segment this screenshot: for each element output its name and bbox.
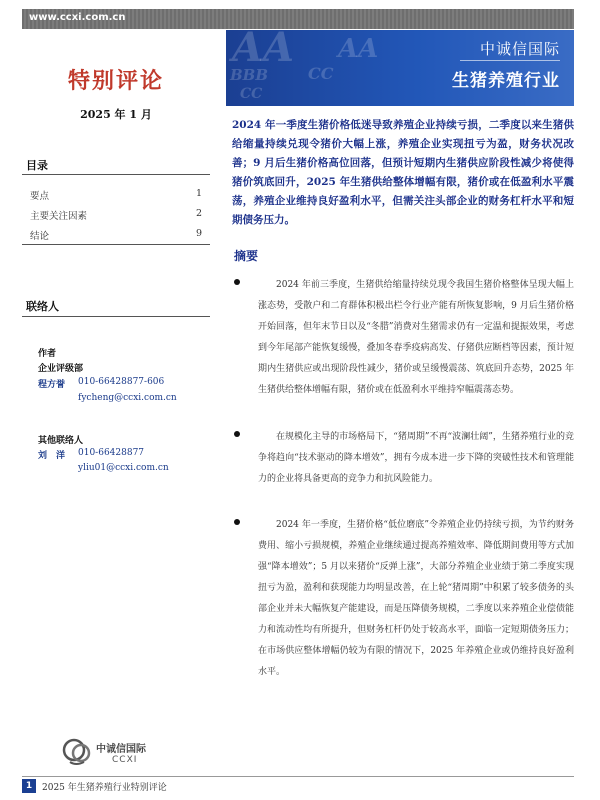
bullet-text: 2024 年前三季度，生猪供给缩量持续兑现令我国生猪价格整体呈现大幅上涨态势，受散户和二育群体积极出栏令行业产能有所恢复影响，9 月后生猪价格开始回落，但年末节日以及“冬腊”消费对生猪需求仍有一定温和提振效果，考虑到今年尾部产能恢复缓慢，叠加冬春季疫病高发、仔猪供应断档等因素，预计短期内生猪供应或出现阶段性减少，猪价或呈缓慢震荡、筑底回升态势，2025 年生猪供给整体增幅有限，猪价或在低盈利水平维持窄幅震荡态势。 bbox=[258, 280, 574, 395]
report-date: 2025 年 1 月 bbox=[80, 108, 152, 121]
toc-item-page: 9 bbox=[195, 228, 202, 239]
other-contact-label: 其他联络人 bbox=[38, 436, 84, 446]
author-label: 作者 bbox=[38, 349, 57, 359]
toc-item-page: 2 bbox=[195, 208, 202, 219]
toc-divider bbox=[22, 174, 210, 175]
site-url[interactable]: www.ccxi.com.cn bbox=[29, 12, 126, 23]
toc-item-label: 主要关注因素 bbox=[30, 211, 88, 222]
abstract-title: 摘要 bbox=[234, 249, 259, 263]
ccxi-logo-icon bbox=[62, 738, 92, 766]
footer-title: 2025 年生猪养殖行业特别评论 bbox=[42, 783, 167, 793]
footer-divider bbox=[22, 776, 574, 777]
abstract-bullet bbox=[234, 275, 574, 401]
report-type: 特别评论 bbox=[67, 69, 164, 94]
banner-deco-text: AA bbox=[338, 34, 379, 64]
toc-item-page: 1 bbox=[195, 188, 202, 199]
other-contact-phone: 010-66428877 bbox=[78, 448, 145, 458]
banner-org: 中诚信国际 bbox=[479, 40, 560, 58]
banner-deco-text: BBB bbox=[230, 66, 269, 84]
bullet-icon bbox=[234, 279, 240, 285]
other-contact-email[interactable]: yliu01@ccxi.com.cn bbox=[78, 463, 169, 473]
logo-cn: 中诚信国际 bbox=[96, 744, 146, 755]
other-contact-name: 刘 洋 bbox=[38, 451, 66, 461]
header-banner bbox=[226, 30, 574, 106]
ccxi-logo bbox=[62, 736, 182, 772]
logo-en: CCXI bbox=[112, 755, 138, 765]
contacts-divider bbox=[22, 316, 210, 317]
key-summary: 2024 年一季度生猪价格低迷导致养殖企业持续亏损，二季度以来生猪供给缩量持续兑现令猪价大幅上涨，养殖企业实现扭亏为盈，财务状况改善；9 月后生猪价格高位回落，但预计短期内生猪供应阶段性减少将使得猪价筑底回升，2025 年生猪供给整体增幅有限，猪价或在低盈利水平震荡，养殖企业维持良好盈利水平，但需关注头部企业的财务杠杆水平和短期债务压力。 bbox=[232, 119, 574, 226]
author-phone: 010-66428877-606 bbox=[78, 377, 165, 387]
banner-deco-text: AA bbox=[232, 30, 295, 71]
header-bar bbox=[22, 9, 574, 29]
banner-deco-text: CC bbox=[308, 64, 334, 83]
banner-industry: 生猪养殖行业 bbox=[452, 71, 560, 91]
toc-item-label: 要点 bbox=[30, 191, 50, 202]
author-email[interactable]: fycheng@ccxi.com.cn bbox=[78, 393, 177, 403]
banner-deco-text: CC bbox=[240, 86, 263, 102]
contacts-title: 联络人 bbox=[26, 300, 59, 313]
toc-item[interactable] bbox=[30, 208, 202, 222]
toc-divider bbox=[22, 244, 210, 245]
bullet-text: 在规模化主导的市场格局下，“猪周期”不再“波澜壮阔”，生猪养殖行业的竞争将趋向“技术驱动的降本增效”，拥有今成本进一步下降的突破性技术和管理能力的企业将具备更高的竞争力和抗风险能力。 bbox=[258, 432, 574, 484]
toc-item-label: 结论 bbox=[30, 231, 50, 242]
department: 企业评级部 bbox=[38, 364, 84, 374]
bullet-icon bbox=[234, 431, 240, 437]
abstract-bullet bbox=[234, 427, 574, 490]
toc-item[interactable] bbox=[30, 228, 202, 242]
bullet-icon bbox=[234, 519, 240, 525]
page-number: 1 bbox=[22, 779, 36, 793]
abstract-bullet bbox=[234, 515, 574, 683]
toc-item[interactable] bbox=[30, 188, 202, 202]
banner-divider bbox=[460, 60, 560, 61]
bullet-text: 2024 年一季度，生猪价格“低位磨底”令养殖企业仍持续亏损，为节约财务费用、缩小亏损规模，养殖企业继续通过提高养殖效率、降低期间费用等方式加强“降本增效”；5 月以来猪价“反弹上涨”，大部分养殖企业业绩于第二季度实现扭亏为盈，盈利和获现能力均明显改善，在上轮“猪周期”中积累了较多债务的头部企业并未大幅恢复产能建设，而是压降债务规模，二季度以来养殖企业偿债能力和流动性均有所提升，但财务杠杆仍处于较高水平，面临一定短期债务压力；在市场供应整体增幅仍较为有限的情况下，2025 年养殖企业或仍维持良好盈利水平。 bbox=[258, 520, 574, 677]
toc-title: 目录 bbox=[26, 159, 48, 172]
author-name: 程方誉 bbox=[38, 380, 66, 390]
